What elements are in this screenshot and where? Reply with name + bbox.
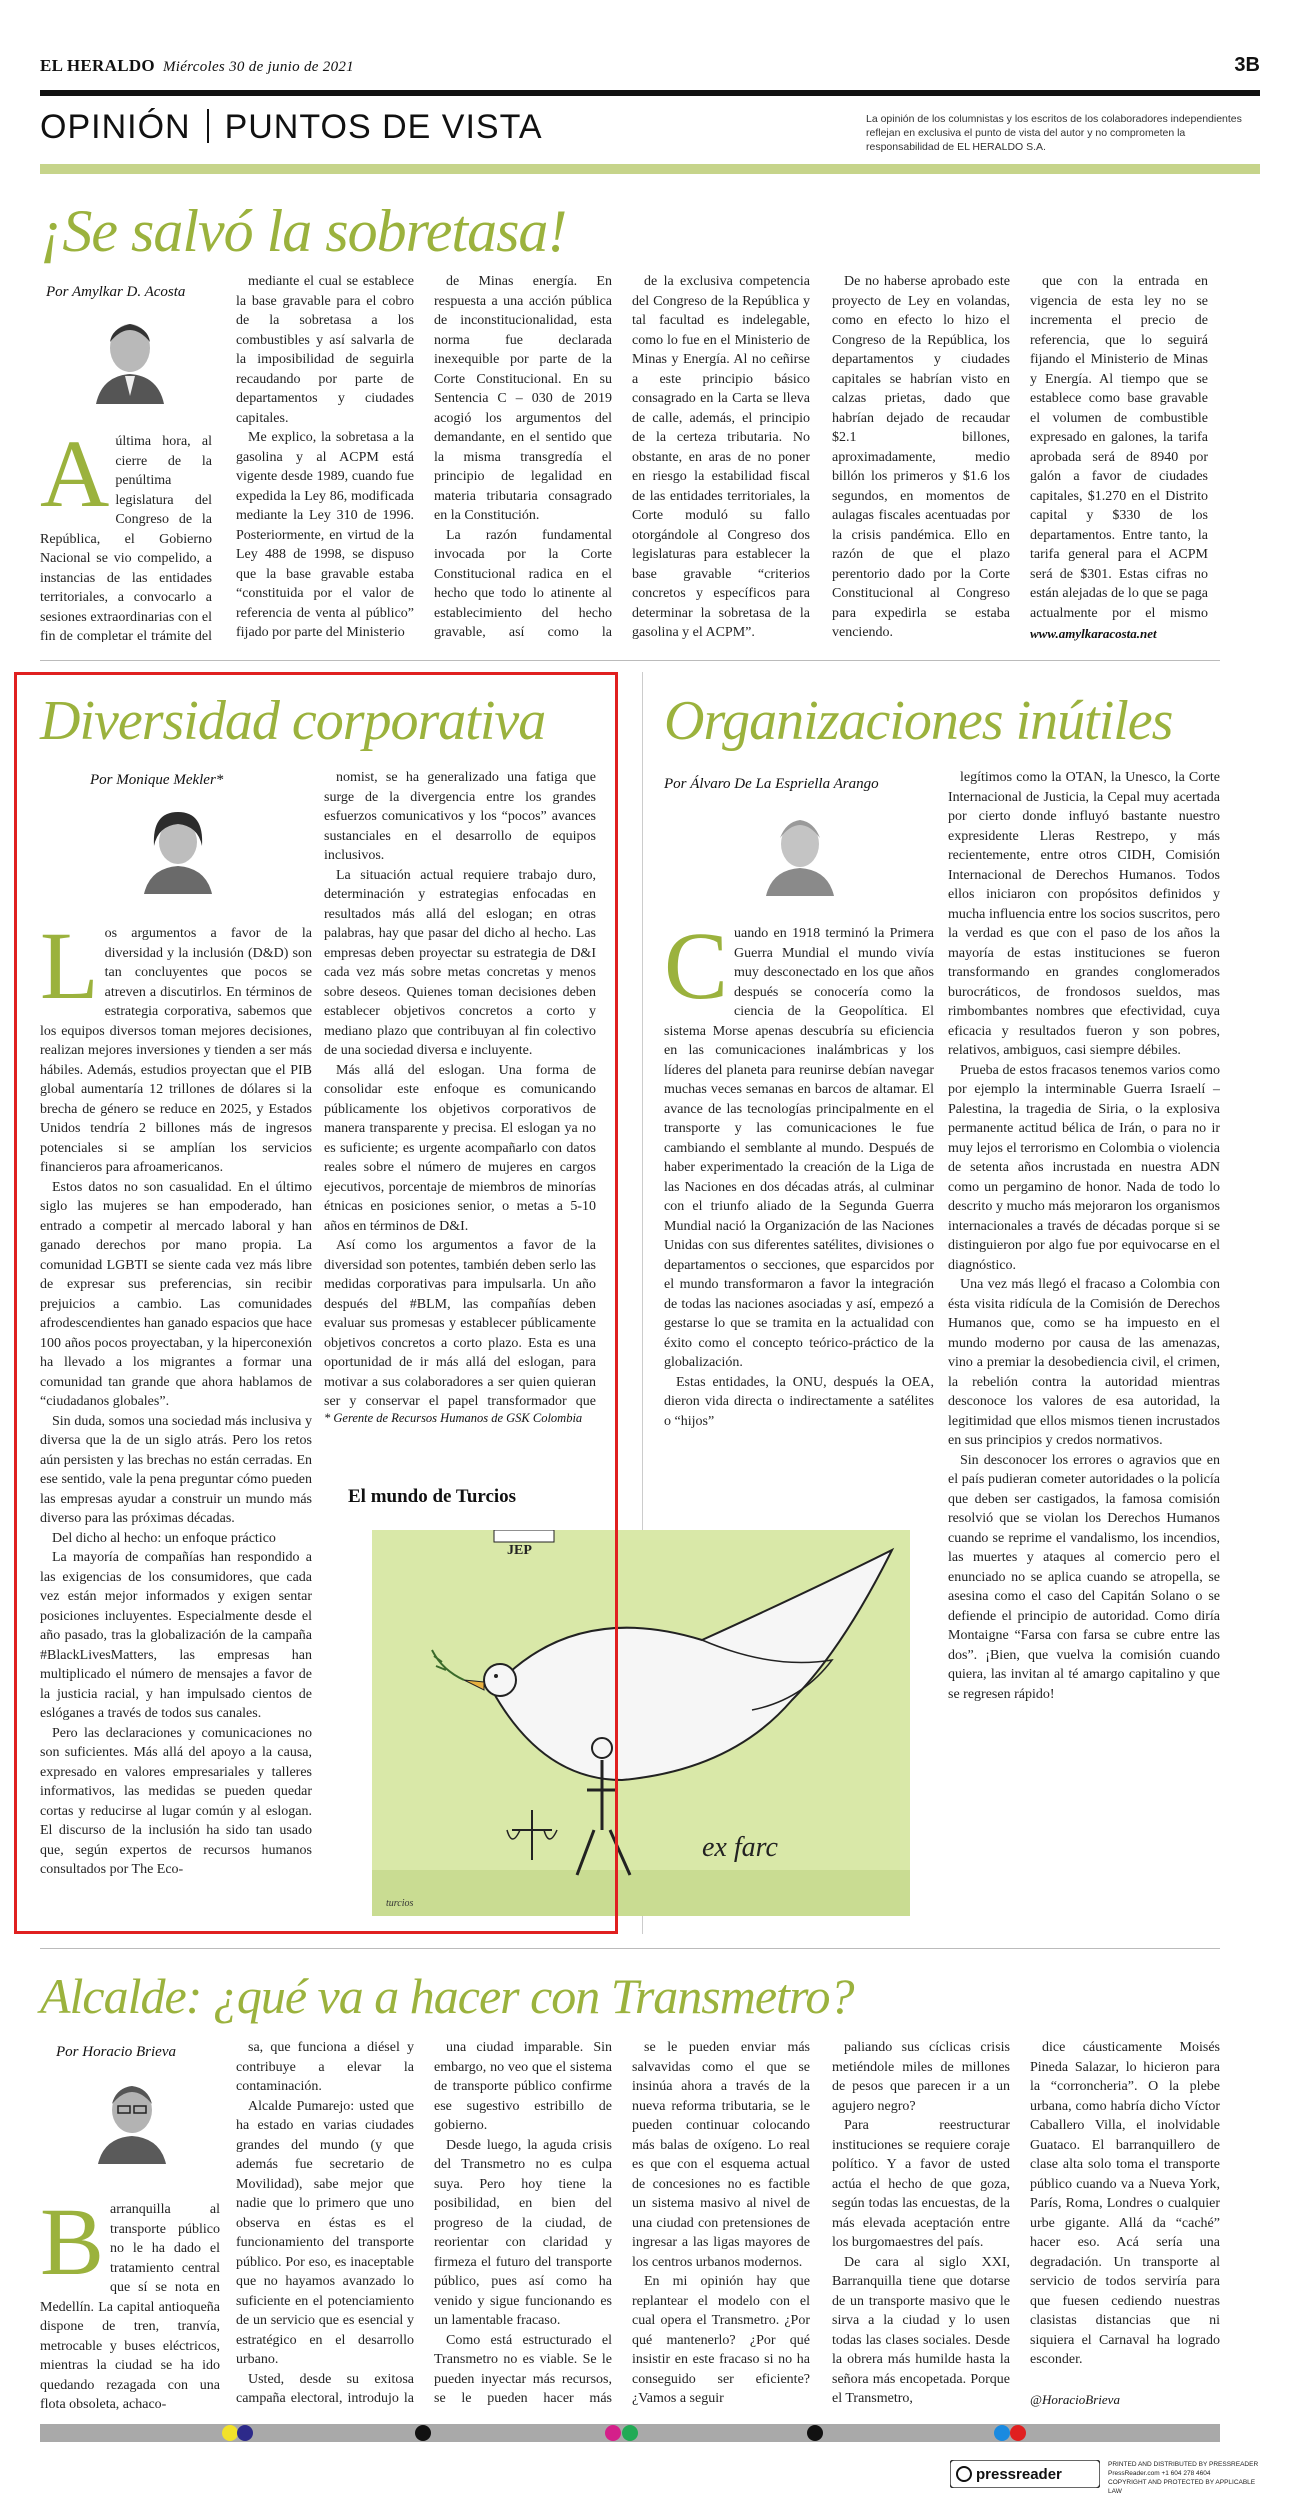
- pressreader-note: PressReader.com +1 604 278 4604: [1108, 2470, 1211, 2477]
- section-right: PUNTOS DE VISTA: [224, 108, 543, 146]
- paragraph: de Minas energía. En respuesta a una acción pública de inconstitucionalidad, esta norma fue declarada inexequible por parte de la Corte Constitucional. En su Sentencia C – 030 de 2019 acogió los argumentos del demandante, en el sentido que la misma transgredía el principio de legalidad en materia tributaria consagrado en la Constitución.: [434, 274, 612, 523]
- paragraph: mediante el cual se establece la base gravable para el cobro de la sobretasa a los combustibles y así salvarla de la imposibilidad de seguirla recaudando por parte de departamentos y ciudades capitales.: [236, 274, 414, 426]
- masthead: [40, 52, 1260, 80]
- paragraph: Como está estructurado el Transmetro no es viable. Se le pueden inyectar más recursos, se le pueden hacer más: [434, 2332, 612, 2406]
- art3-col-1: [664, 924, 934, 1472]
- paragraph: La razón fundamental invocada por la Corte Constitucional radica en el hecho que todo lo atinente al establecimiento del hecho gravable, así como la: [434, 527, 612, 640]
- color-registration-bar: [40, 2424, 1220, 2442]
- pressreader-name: pressreader: [976, 2466, 1062, 2483]
- art2-byline: Por Monique Mekler*: [90, 772, 224, 788]
- cartoon-label: JEP: [507, 1543, 532, 1558]
- edition-date: Miércoles 30 de junio de 2021: [162, 59, 354, 75]
- paragraph: Estos datos no son casualidad. En el último siglo las mujeres se han empoderado, han entrado a competir al mercado laboral y han ganado derechos por mano propia. La comunidad LGBTI se siente cada vez más libre de expresar sus preferencias, sin recibir prejuicios a cambio. Las comunidades afrodescendientes han ganado espacios que hace 100 años pocos proyectaban, y la hiperconexión ha llevado a los migrantes a formar una comunidad tan grande que ahora hablamos de “ciudadanos globales”.: [40, 1179, 312, 1409]
- disclaimer: La opinión de los columnistas y los escritos de los colaboradores independientes reflejan en exclusiva el punto de vista del autor y no comprometen la responsabilidad de EL HERALDO S.A.: [866, 113, 1242, 153]
- art4-col-4: [632, 2038, 810, 2410]
- pressreader-notes: [1108, 2460, 1260, 2495]
- art2-col-1: [40, 924, 312, 1924]
- paragraph: Pero las declaraciones y comunicaciones no son suficientes. Más allá del apoyo a la causa, expresado en valores empresariales y talleres informativos, las medidas se pueden quedar cortas y reducirse al lugar común y al eslogan. El discurso de la inclusión ha sido tan usado que, según expertos de recursos humanos consultados por The Eco-: [40, 1725, 312, 1877]
- cartoon-title: El mundo de Turcios: [348, 1486, 517, 1507]
- paragraph: La situación actual requiere trabajo duro, determinación y estrategias enfocadas en resultados más allá del eslogan; en otras palabras, hay que pasar del dicho al hecho. Las empresas deben proyectar su estrategia de D&I cada vez más sobre metas concretas y menos sobre deseos. Quienes toman decisiones deben establecer objetivos concretos a corto y mediano plazo que contribuyan al fin colectivo de una sociedad diversa e incluyente.: [324, 867, 596, 1058]
- art1-col-5: [832, 272, 1010, 642]
- art1-col-4: [632, 272, 810, 642]
- paragraph: Así como los argumentos a favor de la diversidad son potentes, también deben serlo las medidas corporativas para impulsarla. Un año después del #BLM, las compañías deben evaluar sus promesas y establecer públicamente objetivos concretos a corto plazo. Esta es una oportunidad de ir más allá del eslogan, para motivar a sus colaboradores a ser quien quieran ser y conservar el papel transformador que: [324, 1238, 596, 1408]
- art4-headline: Alcalde: ¿qué va a hacer con Transmetro?: [40, 1968, 854, 2024]
- paragraph: Usted, desde su exitosa campaña electoral, introdujo la: [236, 2371, 414, 2406]
- paragraph: nomist, se ha generalizado una fatiga que surge de la divergencia entre los grandes esfuerzos comunicativos y los “pocos” avances sustanciales en el desarrollo de equipos inclusivos.: [324, 770, 596, 863]
- paragraph: dice cáusticamente Moisés Pineda Salazar, lo hicieron para la “corroncheria”. O la plebe urbana, como habría dicho Víctor Caballero Villa, el inolvidable Guatacо. El barranquillero de clase alta solo toma el transporte público cuando va a Nueva York, París, Roma, Londres o cualquier urbe gigante. Allá da “caché” hacer eso. Acá sería una degradación. Un transporte al servicio de todos serviría para que fuesen cediendo nuestras clasistas distancias que ni siquiera el Carnaval ha logrado esconder.: [1030, 2040, 1220, 2367]
- paragraph: una ciudad imparable. Sin embargo, no veo que el sistema de transporte público confirme ese sugestivo estribillo de gobierno.: [434, 2040, 612, 2133]
- art1-col-1: [40, 432, 212, 642]
- paragraph: Una vez más llegó el fracaso a Colombia con ésta visita ridícula de la Comisión de Derechos Humanos que, como se ha impuesto en el mundo moderno por causa de las amenazas, vino a premiar la desobediencia civil, el crimen, la rebelión contra la autoridad mientras desconoce los valores de esa autoridad, la legitimidad que ellos mismos tienen incrustados en sus principios y credos normativos.: [948, 1277, 1220, 1448]
- paragraph: Estas entidades, la ONU, después la OEA, dieron vida directa o indirectamente a satélites o “hijos”: [664, 1374, 934, 1429]
- art1-col-2: [236, 272, 414, 642]
- paragraph: os argumentos a favor de la diversidad y la inclusión (D&D) son tan concluyentes que pocos se atreven a discutirlos. En términos de estrategia corporativa, sabemos que los equipos diversos toman mejores decisiones, realizan mejores inversiones y tienden a ser más hábiles. Además, estudios proyectan que el PIB global aumentaría 12 trillones de dólares si la brecha de género se reduce en 2025, y Estados Unidos tendría 2 billones más de ingresos potenciales si se amplían los servicios financieros para afroamericanos.: [40, 926, 312, 1175]
- paragraph: legítimos como la OTAN, la Unesco, la Corte Internacional de Justicia, la Cepal muy acertada por cierto donde influyó bastante nuestro expresidente Lleras Restrepo, y más recientemente, entre otros CIDH, Comisión Internacional de Derechos Humanos. Todos ellos iniciaron con propósitos definidos y mucha influencia entre los socios suscritos, pero la verdad es que con el paso de los años la mayoría de estas instituciones se fueron transformando en grandes conglomerados burocráticos, de frondosos sueldos, mas rimbombantes nombres que efectividad, cuya eficacia y resultados fueron y son pobres, relativos, ambiguos, casi siempre débiles.: [948, 770, 1220, 1058]
- brand-line: [40, 56, 354, 76]
- art4-col-6: [1030, 2038, 1220, 2390]
- section-title: [40, 108, 860, 158]
- pressreader-logo: [950, 2460, 1100, 2488]
- cartoon-artist: turcios: [386, 1898, 414, 1909]
- art4-col-2: [236, 2038, 414, 2410]
- divider: [40, 660, 1220, 661]
- art4-author-portrait: [94, 2072, 170, 2164]
- paragraph: Más allá del eslogan. Una forma de consolidar este enfoque es comunicando públicamente los objetivos corporativos de manera transparente y precisa. El eslogan ya no es suficiente; es urgente acompañarlo con datos reales sobre el número de mujeres en cargos ejecutivos, porcentaje de miembros de minorías étnicas en posiciones senior, o metas a 5-10 años en términos de D&I.: [324, 1062, 596, 1234]
- art3-headline: Organizaciones inútiles: [664, 690, 1173, 752]
- paragraph: uando en 1918 terminó la Primera Guerra Mundial el mundo vivía muy desconectado en los que años después se conocería como la ciencia de la Geopolítica. El sistema Morse apenas descubría su eficiencia en las comunicaciones inalámbricas y los líderes del planeta para reunirse debían navegar muchas veces semanas en barcos de altamar. El avance de las tecnologías principalmente en el transporte y las comunicaciones le fue cambiando el semblante al mundo. Después de haber experimentado la creación de la Liga de las Naciones en dos décadas atrás, al culminar con el triunfo aliado de la Segunda Guerra Mundial nació la Organización de las Naciones Unidas con sus diferentes satélites, divisiones o departamentos o secciones, que esparcidos por el mundo transformaron a favor la integración de todas las naciones asociadas y así, empezó a gestarse lo que se tramita en la actualidad con éxito como el concepto teórico-práctico de la globalización.: [664, 926, 934, 1370]
- brand-name: EL HERALDO: [40, 56, 155, 75]
- art3-byline: Por Álvaro De La Espriella Arango: [664, 776, 879, 792]
- art4-website: @HoracioBrieva: [1030, 2392, 1120, 2407]
- paragraph: De no haberse aprobado este proyecto de Ley en volandas, como en efecto lo hizo el Congreso de la República, los departamentos y ciudades capitales se habrían visto en calzas prietas, dado que habrían dejado de recaudar $2.1 billones, aproximadamente, medio billón los primeros y $1.6 los segundos, en momentos de aulagas fiscales acentuadas por la crisis pandémica. Ello en razón de que el plazo perentorio dado por la Corte Constitucional al Congreso para expedirla se estaba venciendo.: [832, 274, 1010, 640]
- divider: [40, 1948, 1220, 1949]
- art3-dropcap: C: [664, 924, 729, 1019]
- paragraph: arranquilla al transporte público no le ha dado el tratamiento central que sí se nota en Medellín. La capital antioqueña dispone de tren, tranvía, metrocable y buses eléctricos, mientras la ciudad se ha ido quedando rezagada con una flota obsoleta, achaco-: [40, 2202, 220, 2410]
- art4-dropcap: B: [40, 2200, 105, 2295]
- pressreader-footer: [950, 2458, 1260, 2495]
- paragraph: paliando sus cíclicas crisis metiéndole miles de millones de pesos que parecen ir a un agujero negro?: [832, 2040, 1010, 2114]
- paragraph: Sin duda, somos una sociedad más inclusiva y diversa que la de un siglo atrás. Pero los retos aún persisten y las brechas no están cerradas. En ese sentido, vale la pena preguntar cómo pueden las empresas ayudar a construir un mundo más diverso para las próximas décadas.: [40, 1413, 312, 1526]
- cartoon-image: [372, 1530, 910, 1916]
- art2-footnote: * Gerente de Recursos Humanos de GSK Colombia: [324, 1411, 583, 1425]
- paragraph: De cara al siglo XXI, Barranquilla tiene que dotarse de un transporte masivo que le sirva a la ciudad y lo usen todas las clases sociales. Desde la obrera más humilde hasta la señora más encopetada. Porque el Transmetro,: [832, 2254, 1010, 2406]
- art1-col-3: [434, 272, 612, 642]
- paragraph: se le pueden enviar más salvavidas como el que se insinúa ahora a través de la nueva reforma tributaria, se le pueden continuar colocando más balas de oxígeno. Lo real es que con el esquema actual de concesiones no es factible un sistema masivo al nivel de una ciudad con pretensiones de ingresar a las ligas mayores de los centros urbanos modernos.: [632, 2040, 810, 2270]
- art2-col-2: [324, 768, 596, 1408]
- cartoon-signature: ex farc: [702, 1832, 778, 1863]
- paragraph: Prueba de estos fracasos tenemos varios como por ejemplo la interminable Guerra Israelí – Palestina, la tragedia de Siria, o la explosiva permanente actitud bélica de Irán, o para no ir muy lejos el terrorismo en Colombia o violencia de setenta años incrustada en nuestra ADN como un pergamino de honor. Nada de todo lo descrito y mucho más mejoraron los organismos internacionales a través de décadas porque si se distinguieron por algo fue por equivocarse en el diagnóstico.: [948, 1062, 1220, 1273]
- art2-dropcap: L: [40, 924, 99, 1019]
- art2-headline: Diversidad corporativa: [40, 690, 546, 752]
- art4-byline: Por Horacio Brieva: [56, 2044, 176, 2060]
- art1-author-portrait: [92, 312, 168, 404]
- art4-col-1: [40, 2200, 220, 2410]
- paragraph: Del dicho al hecho: un enfoque práctico: [52, 1530, 276, 1546]
- art4-col-3: [434, 2038, 612, 2410]
- art1-dropcap: A: [40, 432, 110, 527]
- pressreader-note: COPYRIGHT AND PROTECTED BY APPLICABLE LAW: [1108, 2479, 1256, 2495]
- paragraph: Desde luego, la agudа crisis del Transmetro no es culpa suya. Pero hoy tiene la posibilidad, en bien del progreso de la ciudad, de reorientar con claridad y firmeza el futuro del transporte público, pues así como ha venido y sigue funcionando es un lamentable fracaso.: [434, 2137, 612, 2328]
- paragraph: sa, que funciona a diésel y contribuye a elevar la contaminación.: [236, 2040, 414, 2094]
- art1-website: www.amylkaracosta.net: [1030, 626, 1157, 641]
- paragraph: En mi opinión hay que replantear el modelo con el cual opera el Transmetro. ¿Por qué mantenerlo? ¿Por qué insistir en este fracaso si no ha conseguido ser eficiente? ¿Vamos a seguir: [632, 2274, 810, 2406]
- paragraph: última hora, al cierre de la penúltima legislatura del Congreso de la República, el Gobierno Nacional se vio compelido, a instancias de las entidades territoriales, a convocarlo a sesiones extraordinarias con el fin de completar el trámite del: [40, 434, 212, 642]
- paragraph: Alcalde Pumarejo: usted que ha estado en varias ciudades grandes del mundo (y que además fue secretario de Movilidad), sabe mejor que nadie que lo primero que uno observa en éstas es el funcionamiento del transporte público. Por eso, es inaceptable que no hayamos avanzado lo suficiente en el potenciamiento de un servicio que es esencial y estratégico en el desarrollo urbano.: [236, 2098, 414, 2367]
- art1-headline: ¡Se salvó la sobretasa!: [40, 198, 567, 264]
- pressreader-note: PRINTED AND DISTRIBUTED BY PRESSREADER: [1108, 2461, 1259, 2468]
- section-separator: [207, 109, 209, 143]
- art3-col-2: [948, 768, 1220, 1924]
- paragraph: La mayoría de compañías han respondido a las exigencias de los consumidores, que cada vez están mejor informados y exigen sentar posiciones incluyentes. Especialmente desde el año pasado, tras la globalización de la campaña #BlackLivesMatters, las empresas han multiplicado el número de mensajes a favor de la justicia racial, y han impulsado cientos de eslóganes a través de todos sus canales.: [40, 1550, 312, 1721]
- section-left: OPINIÓN: [40, 108, 191, 146]
- art4-col-5: [832, 2038, 1010, 2410]
- paragraph: Para reestructurar instituciones se requiere coraje político. Y a favor de usted actúa el hecho de que goza, según todas las encuestas, de la más elevada aceptación entre los burgomaestres del país.: [832, 2118, 1010, 2250]
- art2-author-portrait: [140, 802, 216, 894]
- paragraph: Me explico, la sobretasa a la gasolina y al ACPM está vigente desde 1989, cuando fue expedida la Ley 86, modificada mediante la Ley 310 de 1996. Posteriormente, en virtud de la Ley 488 de 1998, se dispuso que la base gravable estaba “constituida por el valor de referencia de venta al público” fijado por parte del Ministerio: [236, 430, 414, 640]
- section-rule: [40, 164, 1260, 174]
- art1-byline: Por Amylkar D. Acosta: [46, 284, 186, 300]
- paragraph: que con la entrada en vigencia de esta ley no se incrementa el precio de referencia, que lo seguirá fijando el Ministerio de Minas y Energía. Al tiempo que se establece como base gravable el volumen de combustible expresado en galones, la tarifa aprobada será de 8940 por galón a favor de ciudades capitales, $1.270 en el Distrito capital y $330 de los departamentos. Entre tanto, la tarifa general para el ACPM será de $301. Estas cifras no están alejadas de lo que se paga actualmente por el mismo: [1030, 274, 1208, 621]
- masthead-rule: [40, 90, 1260, 96]
- page-number: 3B: [1234, 54, 1260, 76]
- paragraph: Sin desconocer los errores o agravios que en el país pudieran cometer autoridades o la policía que deben ser castigados, la famosa comisión resolvió que se violan los Derechos Humanos cuando se reprime el vandalismo, los incendios, las muertes y ataques al comercio pero el enunciado no se aplica cuando se atropella, se asesina como el caso del Capitán Solano o se defiende el principio de autoridad. Como diría Montaigne “Farsa con farsa se cubre entre las dos”. ¡Bien, que vuelva la comisión cuando quiera, las invitan al té amargo capitalino y que se regresen rápido!: [948, 1452, 1220, 1702]
- art3-author-portrait: [762, 804, 838, 896]
- art1-col-6: [1030, 272, 1208, 624]
- paragraph: de la exclusiva competencia del Congreso de la República y tal facultad es indelegable, como lo fue en el Ministerio de Minas y Energía. Al no ceñirse a este principio básico consagrado en la Carta se lleva de calle, además, el principio de la certeza tributaria. No obstante, en aras de no poner en riesgo la estabilidad fiscal de las entidades territoriales, la Corte moduló su fallo otorgándole al Congreso dos legislaturas para establecer la base gravable “criterios concretos y específicos para determinar la sobretasa de la gasolina y el ACPM”.: [632, 274, 810, 640]
